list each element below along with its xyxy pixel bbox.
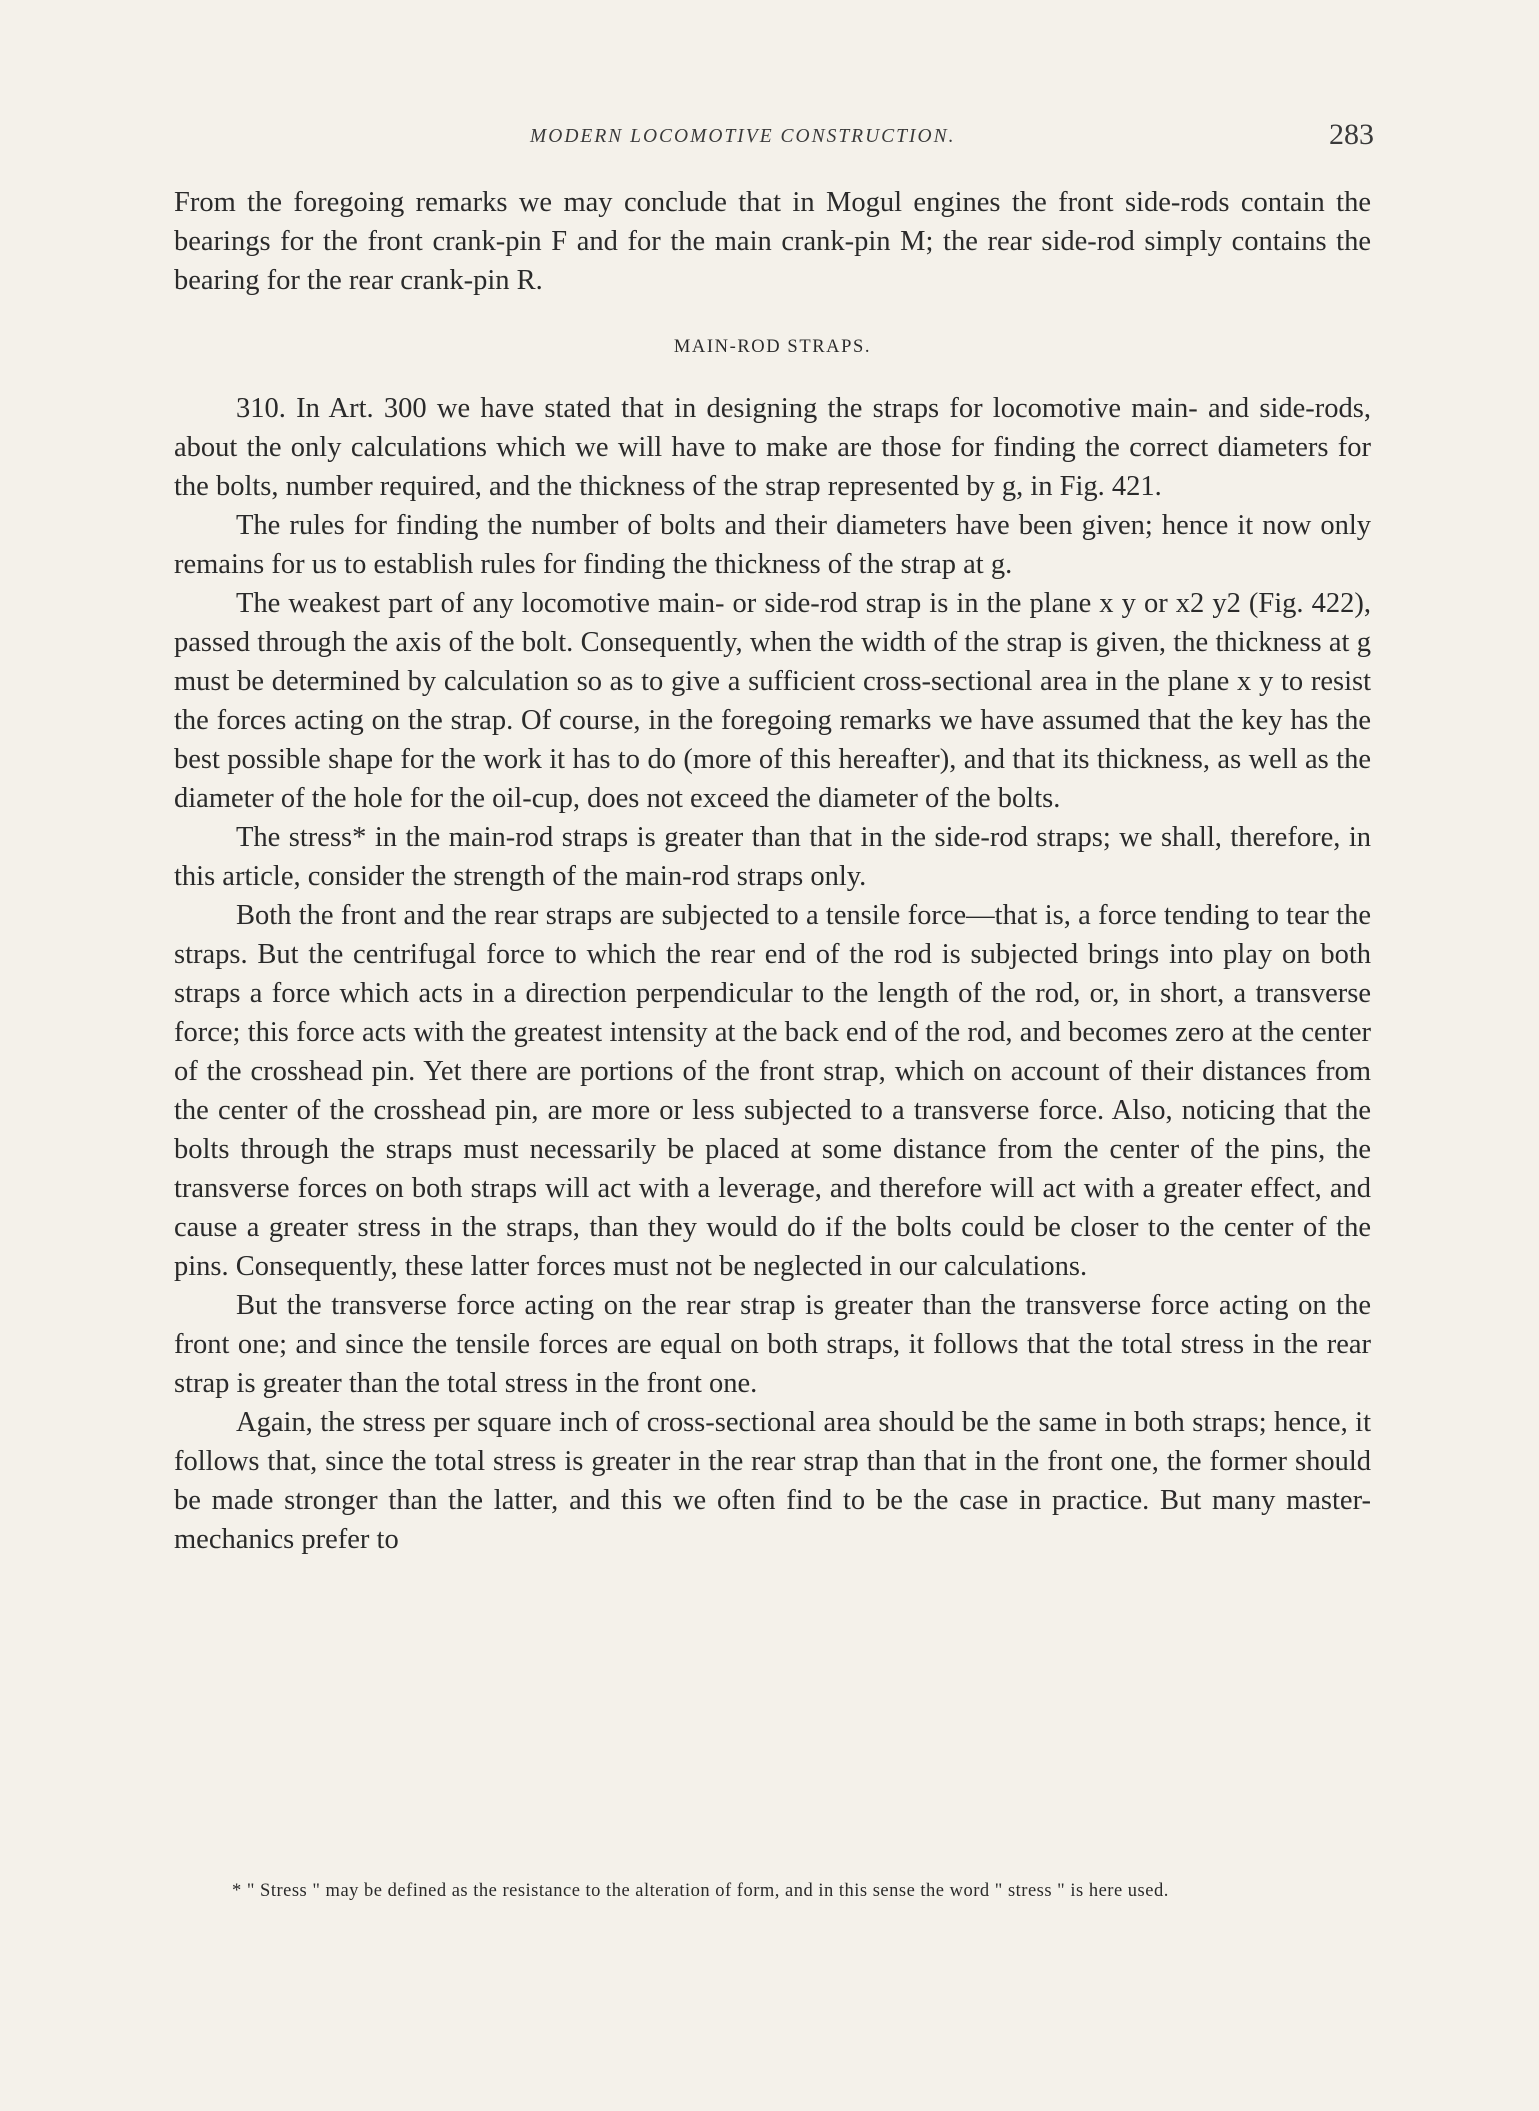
paragraph-7: But the transverse force acting on the rear strap is greater than the transverse force acting on the front one; and since the tensile forces are equal on both straps, it follows that the total stress in the rear strap is greater than the total stress in the front one. xyxy=(174,1290,1371,1399)
footnote: * " Stress " may be defined as the resistance to the alteration of form, and in this sense the word " stress " is here used. xyxy=(232,1881,1169,1901)
paragraph-6: Both the front and the rear straps are subjected to a tensile force—that is, a force tending to tear the straps. But the centrifugal force to which the rear end of the rod is subjected brings into play on both straps a force which acts in a direction perpendicular to the length of the rod, or, in short, a transverse force; this force acts with the greatest intensity at the back end of the rod, and becomes zero at the center of the crosshead pin. Yet there are portions of the front strap, which on account of their distances from the center of the crosshead pin, are more or less subjected to a transverse force. Also, noticing that the bolts through the straps must necessarily be placed at some distance from the center of the pins, the transverse forces on both straps will act with a leverage, and therefore will act with a greater effect, and cause a greater stress in the straps, than they would do if the bolts could be closer to the center of the pins. Consequently, these latter forces must not be neglected in our calculations. xyxy=(174,900,1371,1282)
section-title: MAIN-ROD STRAPS. xyxy=(673,337,872,357)
page-number: 283 xyxy=(1329,118,1374,151)
paragraph-4: The weakest part of any locomotive main- or side-rod strap is in the plane x y or x2 y2 (Fig. 422), passed through the axis of the bolt. Consequently, when the width of the strap is given, the thickness at g must be determined by calculation so as to give a sufficient cross-sectional area in the plane x y to resist the forces acting on the strap. Of course, in the foregoing remarks we have assumed that the key has the best possible shape for the work it has to do (more of this hereafter), and that its thickness, as well as the diameter of the hole for the oil-cup, does not exceed the diameter of the bolts. xyxy=(174,588,1371,814)
paragraph-8: Again, the stress per square inch of cross-sectional area should be the same in both straps; hence, it follows that, since the total stress is greater in the rear strap than that in the front one, the former should be made stronger than the latter, and this we often find to be the case in practice. But many master-mechanics prefer to xyxy=(174,1407,1371,1555)
page-header xyxy=(174,118,1374,158)
paragraph-1: From the foregoing remarks we may conclude that in Mogul engines the front side-rods contain the bearings for the front crank-pin F and for the main crank-pin M; the rear side-rod simply contains the bearing for the rear crank-pin R. xyxy=(174,187,1371,296)
paragraph-2: 310. In Art. 300 we have stated that in designing the straps for locomotive main- and side-rods, about the only calculations which we will have to make are those for finding the correct diameters for the bolts, number required, and the thickness of the strap represented by g, in Fig. 421. xyxy=(174,393,1371,502)
paragraph-3: The rules for finding the number of bolts and their diameters have been given; hence it now only remains for us to establish rules for finding the thickness of the strap at g. xyxy=(174,510,1371,580)
body-text xyxy=(174,183,1371,1559)
paragraph-5: The stress* in the main-rod straps is greater than that in the side-rod straps; we shall, therefore, in this article, consider the strength of the main-rod straps only. xyxy=(174,822,1371,892)
running-title: MODERN LOCOMOTIVE CONSTRUCTION. xyxy=(530,126,956,147)
